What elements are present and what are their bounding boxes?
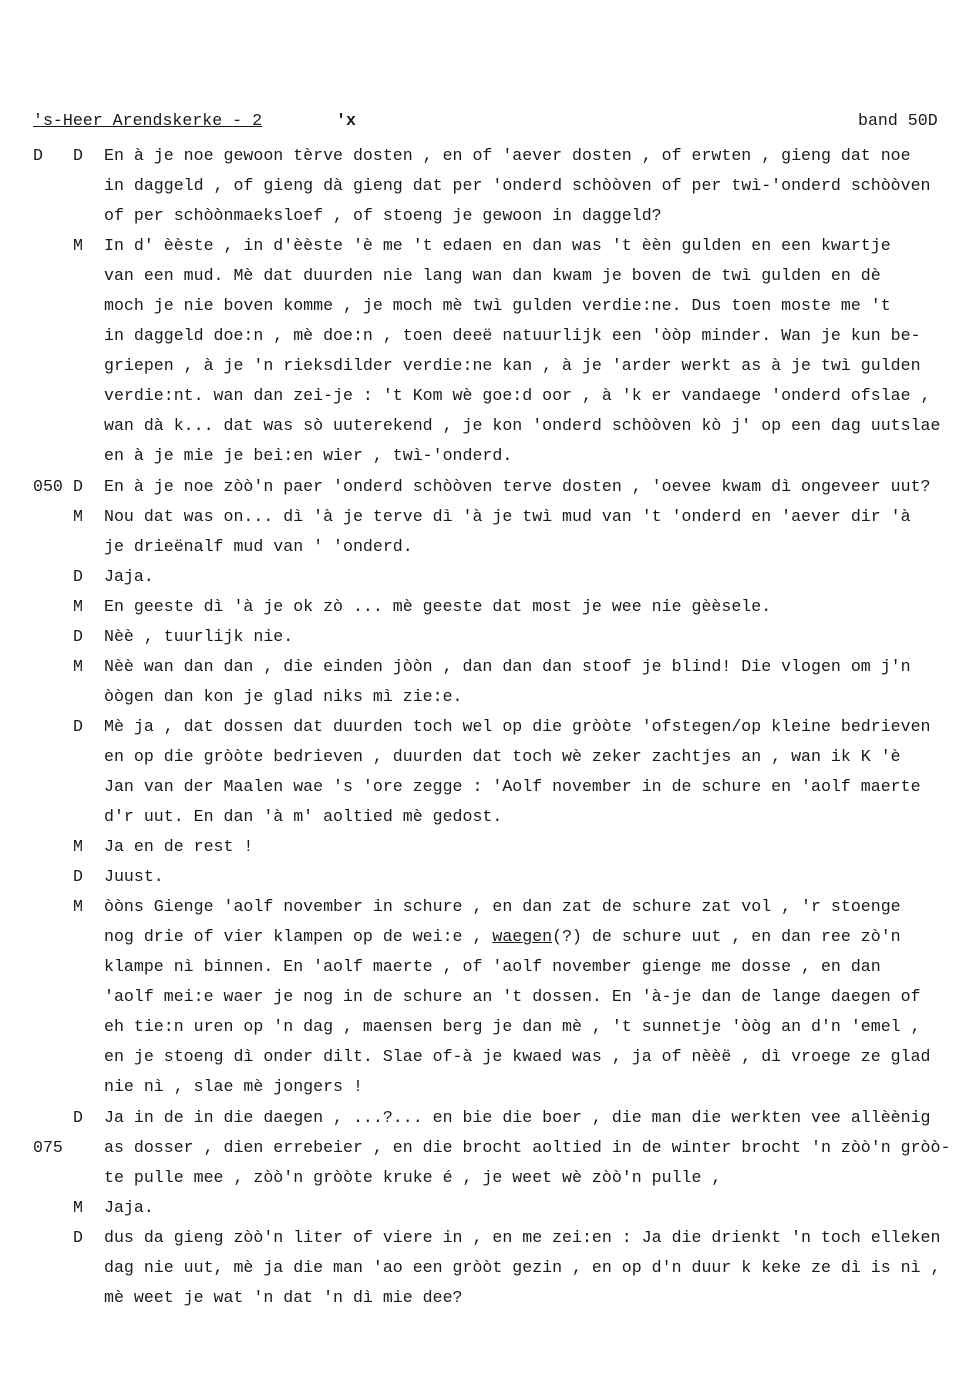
speaker-label: D bbox=[73, 146, 83, 165]
transcript-line bbox=[0, 1253, 973, 1283]
speaker-label: D bbox=[73, 1227, 83, 1247]
transcript-line bbox=[0, 682, 973, 712]
line-text-part: te pulle mee , zòò'n gròòte kruke é , je weet wè zòò'n pulle , bbox=[104, 1167, 722, 1187]
line-text-part: van een mud. Mè dat duurden nie lang wan dan kwam je boven de twì gulden en dè bbox=[104, 266, 881, 286]
transcript-line bbox=[0, 1072, 973, 1102]
speaker-label: M bbox=[73, 837, 83, 857]
line-text bbox=[104, 502, 911, 532]
transcript-line bbox=[0, 1103, 973, 1133]
transcript-line bbox=[0, 562, 973, 592]
line-text-part: En à je noe zòò'n paer 'onderd schòòven terve dosten , 'oevee kwam dì ongeveer uut? bbox=[104, 476, 931, 496]
line-text-part: eh tie:n uren op 'n dag , maensen berg je dan mè , 't sunnetje 'òòg an d'n 'emel , bbox=[104, 1017, 921, 1037]
transcript-line bbox=[0, 772, 973, 802]
speaker-label: M bbox=[73, 596, 83, 616]
line-text bbox=[104, 922, 901, 952]
transcript-line bbox=[0, 862, 973, 892]
document-title: 's-Heer Arendskerke - 2 bbox=[33, 111, 263, 130]
line-text bbox=[104, 1283, 462, 1313]
transcript-body bbox=[0, 141, 973, 1313]
line-text bbox=[104, 1193, 154, 1223]
transcript-line bbox=[0, 1283, 973, 1313]
transcript-line bbox=[0, 291, 973, 321]
line-text-part: En à je noe gewoon tèrve dosten , en of 'aever dosten , of erwten , gieng dat noe bbox=[104, 146, 911, 165]
transcript-line bbox=[0, 922, 973, 952]
speaker-label: D bbox=[73, 476, 83, 496]
line-text bbox=[104, 952, 881, 982]
transcript-line bbox=[0, 1193, 973, 1223]
line-text bbox=[104, 622, 293, 652]
header-mark: 'x bbox=[336, 111, 356, 130]
transcript-line bbox=[0, 652, 973, 682]
line-text bbox=[104, 261, 881, 291]
line-text bbox=[104, 291, 891, 321]
transcript-line bbox=[0, 982, 973, 1012]
transcript-line bbox=[0, 502, 973, 532]
line-text bbox=[104, 1042, 931, 1072]
line-text bbox=[104, 982, 921, 1012]
line-text bbox=[104, 802, 502, 832]
line-text bbox=[104, 562, 154, 592]
transcript-line bbox=[0, 321, 973, 351]
margin-note: D bbox=[33, 146, 43, 165]
transcript-line bbox=[0, 261, 973, 291]
line-text-part: Jaja. bbox=[104, 566, 154, 586]
transcript-line bbox=[0, 532, 973, 562]
line-text-part: as dosser , dien errebeier , en die brocht aoltied in de winter brocht 'n zòò'n gròò- bbox=[104, 1137, 951, 1157]
line-text-part: mè weet je wat 'n dat 'n dì mie dee? bbox=[104, 1287, 463, 1307]
transcript-line bbox=[0, 622, 973, 652]
line-text-part: En geeste dì 'à je ok zò ... mè geeste dat most je wee nie gèèsele. bbox=[104, 596, 772, 616]
line-text bbox=[104, 141, 911, 171]
line-text bbox=[104, 1072, 363, 1102]
line-text-part: Mè ja , dat dossen dat duurden toch wel op die gròòte 'ofstegen/op kleine bedrieven bbox=[104, 716, 931, 736]
line-text-part: Ja in de in die daegen , ...?... en bie die boer , die man die werkten vee allèènig bbox=[104, 1107, 931, 1127]
transcript-line bbox=[0, 472, 973, 502]
line-text-part: In d' èèste , in d'èèste 'è me 't edaen en dan was 't èèn gulden en een kwartje bbox=[104, 236, 891, 256]
band-number: band 50D bbox=[858, 111, 938, 130]
line-text bbox=[104, 351, 921, 381]
line-text bbox=[104, 742, 901, 772]
transcript-line bbox=[0, 141, 973, 171]
line-text-part: verdie:nt. wan dan zei-je : 't Kom wè goe:d oor , à 'k er vandaege 'onderd ofslae , bbox=[104, 386, 931, 406]
transcript-line bbox=[0, 592, 973, 622]
line-text bbox=[104, 652, 911, 682]
line-text bbox=[104, 231, 891, 261]
transcript-line bbox=[0, 712, 973, 742]
line-text-part: Ja en de rest ! bbox=[104, 837, 254, 857]
line-text bbox=[104, 862, 164, 892]
line-text-part: Nèè wan dan dan , die einden jòòn , dan dan dan stoof je blind! Die vlogen om j'n bbox=[104, 656, 911, 676]
line-text-part: en op die gròòte bedrieven , duurden dat toch wè zeker zachtjes an , wan ik K 'è bbox=[104, 746, 901, 766]
transcript-line bbox=[0, 441, 973, 471]
line-text-part: of per schòònmaeksloef , of stoeng je gewoon in daggeld? bbox=[104, 206, 662, 226]
line-text bbox=[104, 1223, 940, 1253]
transcript-line bbox=[0, 351, 973, 381]
line-text bbox=[104, 532, 413, 562]
speaker-label: M bbox=[73, 236, 83, 256]
line-text bbox=[104, 772, 921, 802]
line-text-part: wan dà k... dat was sò uuterekend , je kon 'onderd schòòven kò j' op een dag uutslae bbox=[104, 416, 941, 436]
speaker-label: M bbox=[73, 897, 83, 917]
line-text-part: nog drie of vier klampen op de wei:e , bbox=[104, 927, 493, 947]
line-text bbox=[104, 441, 512, 471]
line-text bbox=[104, 1253, 940, 1283]
line-text bbox=[104, 892, 901, 922]
line-text-part: Jan van der Maalen wae 's 'ore zegge : 'Aolf november in de schure en 'aolf maerte bbox=[104, 776, 921, 796]
transcript-line bbox=[0, 231, 973, 261]
line-text-part: 'aolf mei:e waer je nog in de schure an 't dossen. En 'à-je dan de lange daegen of bbox=[104, 987, 921, 1007]
line-text bbox=[104, 201, 662, 231]
line-text bbox=[104, 1103, 931, 1133]
line-text-part: Nèè , tuurlijk nie. bbox=[104, 626, 294, 646]
speaker-label: D bbox=[73, 867, 83, 887]
line-text-part: klampe nì binnen. En 'aolf maerte , of 'aolf november gienge me dosse , en dan bbox=[104, 957, 881, 977]
line-text bbox=[104, 1012, 921, 1042]
line-text bbox=[104, 682, 462, 712]
line-text-part: Nou dat was on... dì 'à je terve dì 'à je twì mud van 't 'onderd en 'aever dir 'à bbox=[104, 506, 911, 526]
transcript-line bbox=[0, 742, 973, 772]
speaker-label: M bbox=[73, 656, 83, 676]
margin-note: 075 bbox=[33, 1137, 63, 1157]
transcript-line bbox=[0, 802, 973, 832]
speaker-label: M bbox=[73, 1197, 83, 1217]
line-text-part: d'r uut. En dan 'à m' aoltied mè gedost. bbox=[104, 807, 503, 827]
line-text bbox=[104, 472, 931, 502]
transcript-line bbox=[0, 832, 973, 862]
line-text-part: nie nì , slae mè jongers ! bbox=[104, 1077, 363, 1097]
speaker-label: M bbox=[73, 506, 83, 526]
transcript-line bbox=[0, 1133, 973, 1163]
speaker-label: D bbox=[73, 566, 83, 586]
underlined-word: waegen bbox=[492, 927, 553, 947]
line-text-part: in daggeld doe:n , mè doe:n , toen deeë natuurlijk een 'òòp minder. Wan je kun be- bbox=[104, 326, 921, 346]
line-text bbox=[104, 171, 931, 201]
line-text-part: en je stoeng dì onder dilt. Slae of-à je kwaed was , ja of nèèë , dì vroege ze glad bbox=[104, 1047, 931, 1067]
line-text-part: dag nie uut, mè ja die man 'ao een gròòt gezin , en op d'n duur k keke ze dì is nì , bbox=[104, 1257, 941, 1277]
line-text bbox=[104, 1133, 950, 1163]
speaker-label: D bbox=[73, 626, 83, 646]
line-text bbox=[104, 411, 940, 441]
line-text bbox=[104, 592, 771, 622]
line-text-part: moch je nie boven komme , je moch mè twì gulden verdie:ne. Dus toen moste me 't bbox=[104, 296, 891, 316]
transcript-line bbox=[0, 892, 973, 922]
line-text bbox=[104, 381, 931, 411]
line-text-part: in daggeld , of gieng dà gieng dat per 'onderd schòòven of per twì-'onderd schòòven bbox=[104, 176, 931, 196]
line-text-part: en à je mie je bei:en wier , twì-'onderd. bbox=[104, 446, 513, 466]
transcript-line bbox=[0, 1163, 973, 1193]
speaker-label: D bbox=[73, 716, 83, 736]
transcript-line bbox=[0, 1223, 973, 1253]
margin-note: 050 bbox=[33, 476, 63, 496]
line-text-part: griepen , à je 'n rieksdilder verdie:ne kan , à je 'arder werkt as à je twì gulden bbox=[104, 356, 921, 376]
line-text-part: òògen dan kon je glad niks mì zie:e. bbox=[104, 686, 463, 706]
line-text-part: dus da gieng zòò'n liter of viere in , en me zei:en : Ja die drienkt 'n toch elleken bbox=[104, 1227, 941, 1247]
line-text bbox=[104, 1163, 721, 1193]
line-text bbox=[104, 321, 921, 351]
transcript-line bbox=[0, 411, 973, 441]
transcript-line bbox=[0, 201, 973, 231]
line-text-part: (?) de schure uut , en dan ree zò'n bbox=[552, 927, 901, 947]
line-text-part: òòns Gienge 'aolf november in schure , en dan zat de schure zat vol , 'r stoenge bbox=[104, 897, 901, 917]
transcript-line bbox=[0, 381, 973, 411]
line-text-part: je drieënalf mud van ' 'onderd. bbox=[104, 536, 413, 556]
line-text-part: Juust. bbox=[104, 867, 164, 887]
transcript-line bbox=[0, 171, 973, 201]
line-text bbox=[104, 712, 931, 742]
line-text-part: Jaja. bbox=[104, 1197, 154, 1217]
line-text bbox=[104, 832, 253, 862]
transcript-line bbox=[0, 1012, 973, 1042]
speaker-label: D bbox=[73, 1107, 83, 1127]
transcript-line bbox=[0, 952, 973, 982]
transcript-line bbox=[0, 1042, 973, 1072]
